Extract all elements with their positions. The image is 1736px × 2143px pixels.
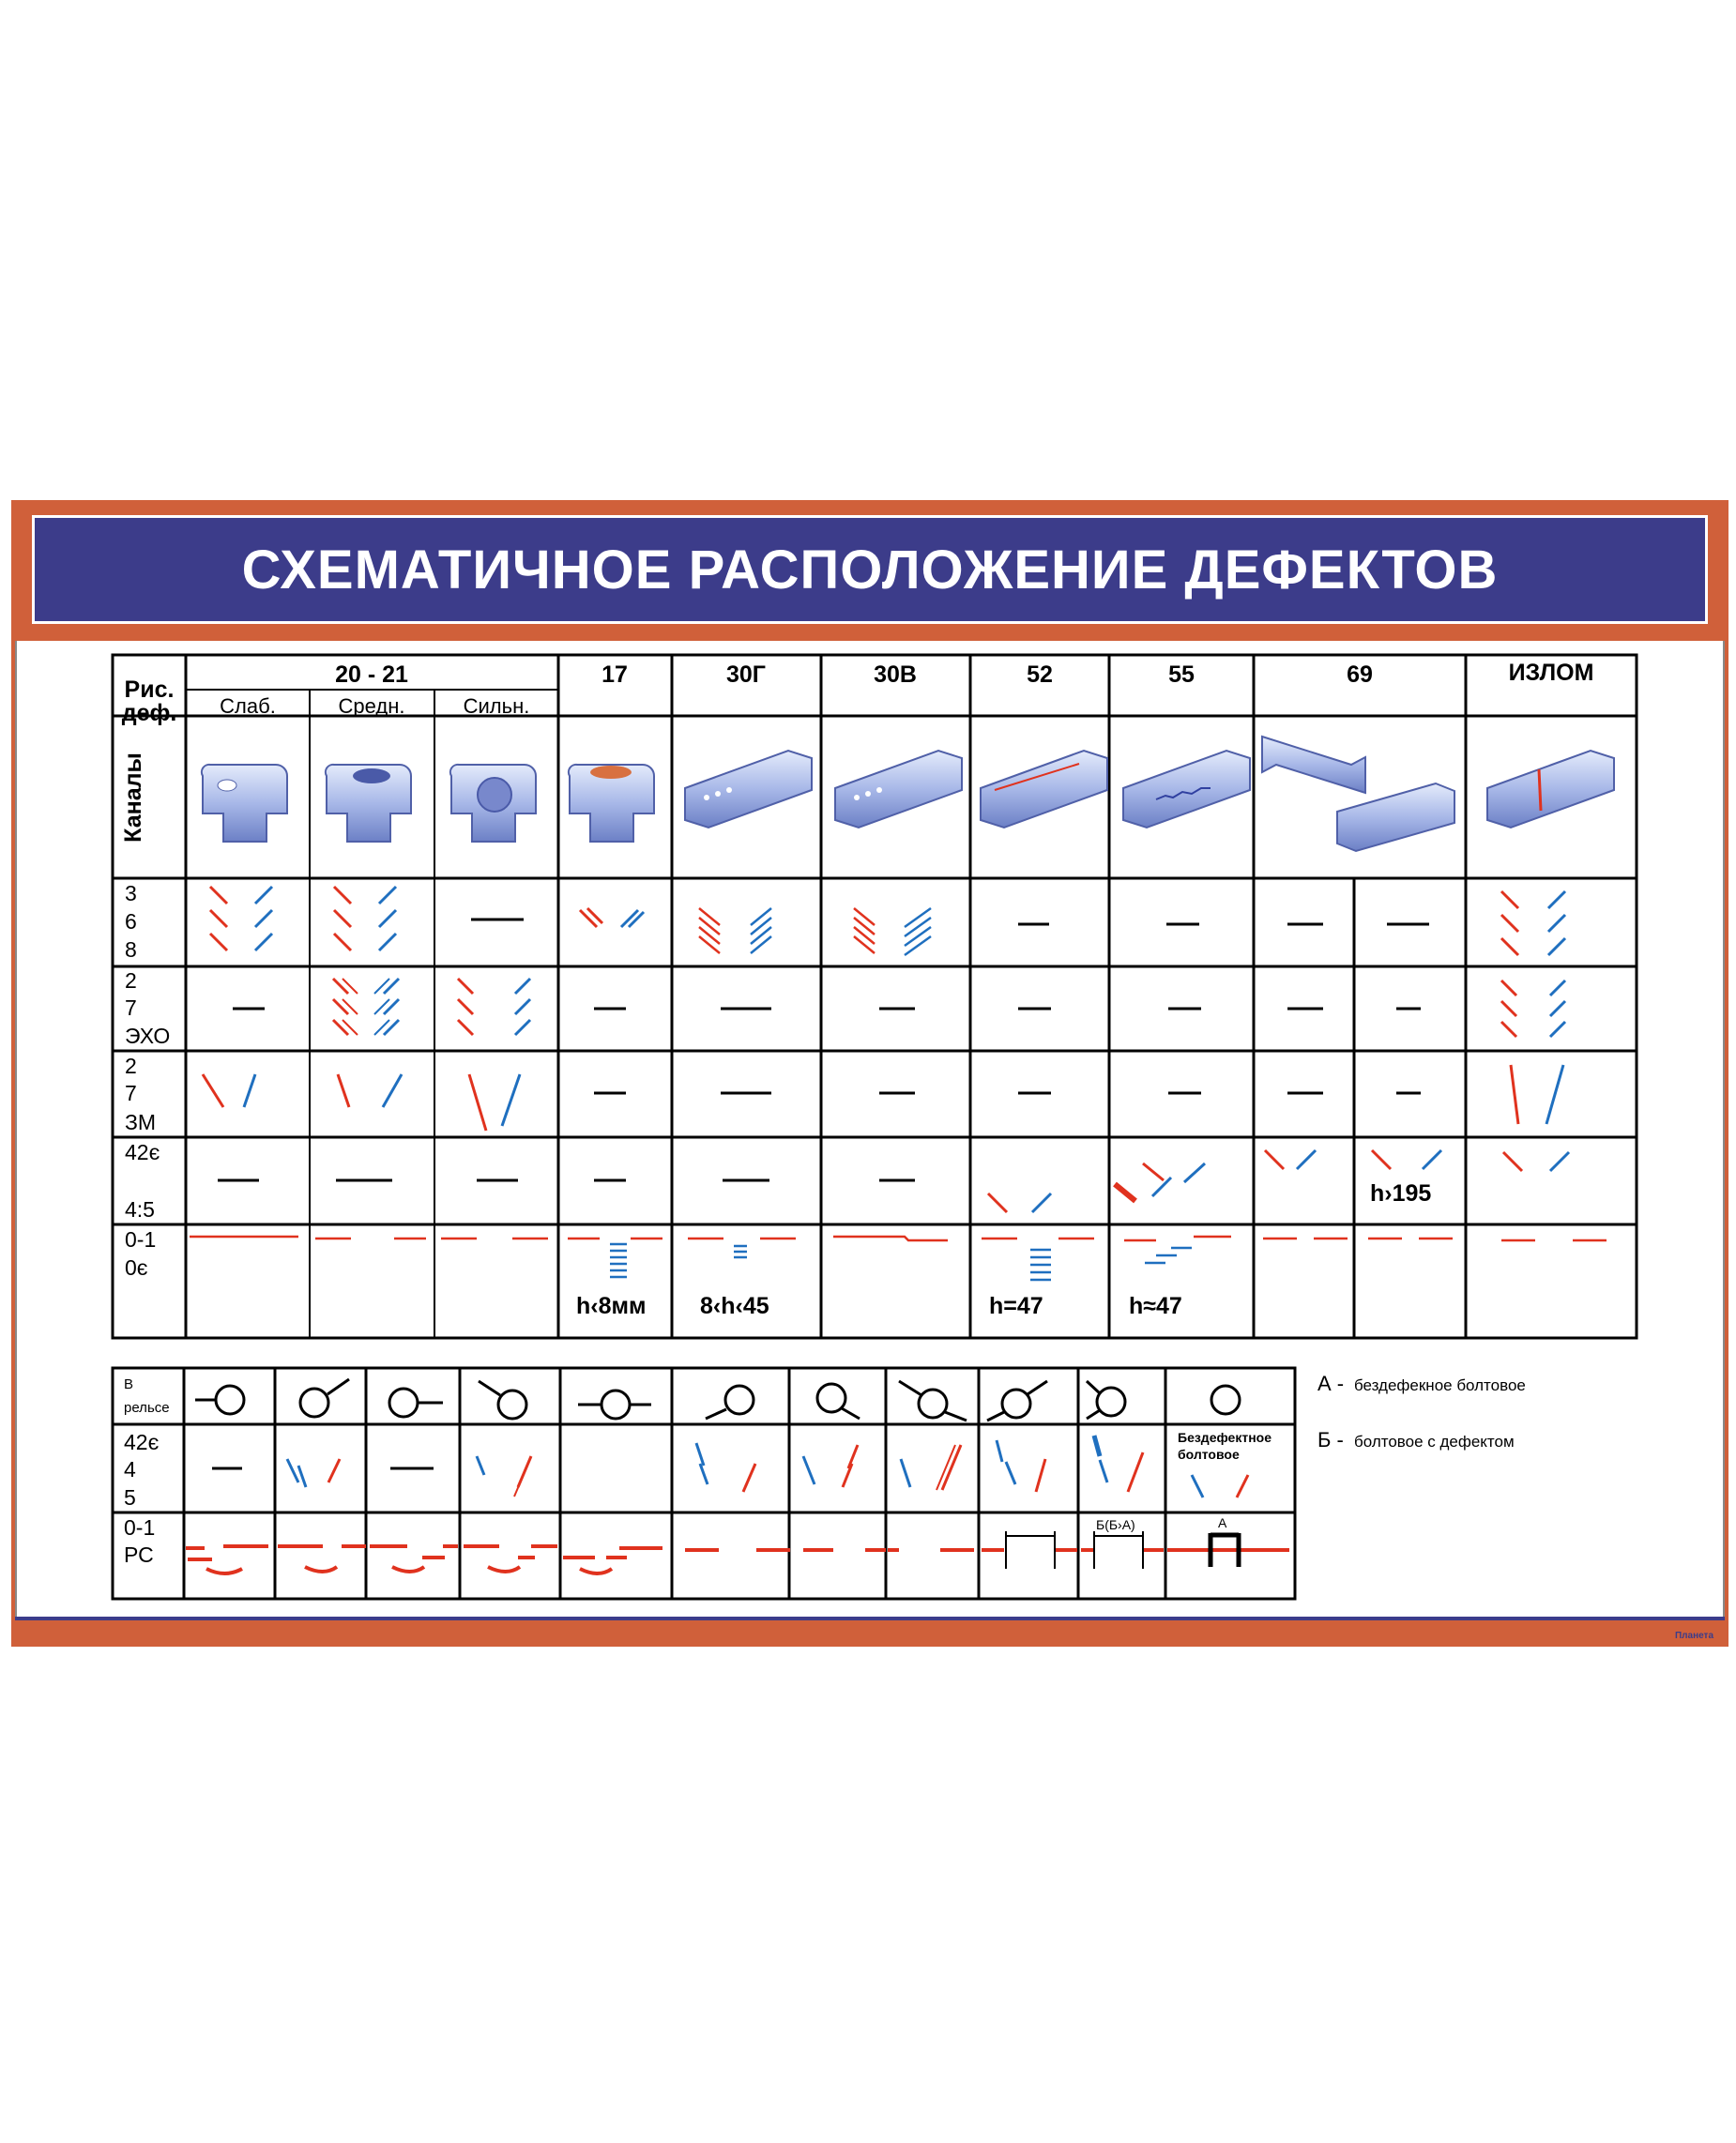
marks-r1-break	[1501, 891, 1565, 955]
row3-label-b: 7	[125, 1081, 137, 1105]
marks-r1-30g	[699, 908, 771, 953]
defectless-label-1: Бездефектное	[1178, 1430, 1272, 1445]
row4-label-a: 42є	[125, 1140, 160, 1164]
rail-head-17-icon	[569, 765, 654, 842]
bolt-table	[113, 1368, 1295, 1599]
bolt-hole-icon-2	[300, 1379, 349, 1417]
bolt-row2-label-a: 42є	[124, 1430, 160, 1454]
bolt-rs-marks	[186, 1531, 1289, 1573]
col-header-52: 52	[1027, 661, 1053, 688]
bolt-hole-icon-5	[578, 1391, 651, 1419]
legend-b-text: болтовое с дефектом	[1354, 1433, 1515, 1451]
sub-header-weak: Слаб.	[220, 694, 276, 718]
bolt-rs-11	[1167, 1533, 1289, 1567]
rail-52-icon	[981, 751, 1107, 828]
col-header-30v: 30В	[874, 661, 917, 688]
bolt-row1-label-b: рельсе	[124, 1400, 170, 1416]
bolt-rs-1	[186, 1546, 268, 1573]
col-header-30g: 30Г	[726, 661, 766, 688]
marks-r2-break	[1501, 980, 1565, 1037]
channels-label: Каналы	[120, 752, 146, 843]
bolt-rs-2	[278, 1546, 366, 1572]
note-h195: h›195	[1370, 1180, 1432, 1207]
row3-label-a: 2	[125, 1054, 137, 1078]
bolt-echo-8	[901, 1445, 961, 1490]
bolt-hole-symbols	[195, 1379, 1240, 1421]
bolt-echo-4	[477, 1456, 531, 1497]
rail-head-medium-icon	[326, 765, 411, 842]
bolt-hole-icon-6	[706, 1386, 754, 1419]
brand-logo: Планета	[1674, 1631, 1713, 1641]
sub-header-strong: Сильн.	[463, 694, 530, 718]
rail-side-images	[685, 737, 1614, 851]
bolt-rs-4	[464, 1546, 557, 1572]
bolt-hole-icon-7	[817, 1384, 860, 1419]
bolt-hole-icon-9	[987, 1381, 1047, 1421]
sub-header-medium: Средн.	[338, 694, 405, 718]
mark-r5-30v	[833, 1237, 948, 1240]
marks-r2-strong	[458, 979, 530, 1035]
col-header-69: 69	[1347, 661, 1373, 688]
row1-label-b: 6	[125, 909, 137, 934]
corner-label-1: Рис.	[124, 676, 175, 703]
col-header-17: 17	[602, 661, 628, 688]
marks-r4-break	[1503, 1152, 1569, 1171]
legend-a-text: бездефекное болтовое	[1354, 1376, 1526, 1394]
bolt-echo-11	[1192, 1475, 1248, 1497]
mark-r5-52	[982, 1239, 1094, 1280]
bolt-row2-label-b: 4	[124, 1457, 136, 1482]
row5-label-a: 0-1	[125, 1227, 157, 1252]
defectless-label-2: болтовое	[1178, 1447, 1240, 1462]
bolt-row3-label-b: РС	[124, 1543, 154, 1567]
defect-marks	[190, 887, 1607, 1280]
note-h8: h‹8мм	[576, 1293, 647, 1319]
marks-r3-strong	[469, 1074, 520, 1131]
marks-r4-52	[988, 1193, 1051, 1212]
rail-30g-icon	[685, 751, 812, 828]
legend-a-letter: А -	[1317, 1372, 1345, 1395]
row1-label-a: 3	[125, 881, 137, 905]
marks-r1-weak	[210, 887, 272, 950]
mark-r5-17	[568, 1239, 662, 1277]
bolt-rs-3	[370, 1546, 458, 1572]
bolt-hole-icon-10	[1087, 1381, 1125, 1419]
marks-r4-55	[1115, 1163, 1205, 1201]
bolt-hole-icon-4	[479, 1381, 526, 1419]
bolt-echo-marks	[212, 1436, 1248, 1497]
bolt-row3-label-a: 0-1	[124, 1515, 156, 1540]
group-header-20-21: 20 - 21	[335, 661, 408, 688]
bolt-hole-icon-11	[1211, 1386, 1240, 1414]
row2-label-c: ЭХО	[125, 1024, 171, 1048]
bolt-row2-label-c: 5	[124, 1485, 136, 1510]
row5-label-b: 0є	[125, 1255, 148, 1280]
marks-r1-30v	[854, 908, 931, 955]
row3-label-c: ЗМ	[125, 1110, 157, 1134]
row1-label-c: 8	[125, 937, 137, 962]
note-h845: 8‹h‹45	[700, 1293, 769, 1319]
marks-r1-17	[580, 908, 644, 927]
bolt-echo-9	[997, 1440, 1045, 1492]
page-title: СХЕМАТИЧНОЕ РАСПОЛОЖЕНИЕ ДЕФЕКТОВ	[241, 539, 1499, 600]
bolt-echo-10	[1094, 1436, 1143, 1492]
note-h47-approx: h≈47	[1129, 1293, 1182, 1319]
rail-break-icon	[1487, 751, 1614, 828]
bolt-echo-2	[287, 1459, 340, 1487]
row2-label-b: 7	[125, 996, 137, 1020]
legend-b-letter: Б -	[1317, 1428, 1344, 1451]
col-header-55: 55	[1168, 661, 1195, 688]
rail-head-strong-icon	[450, 765, 536, 842]
marks-r2-medium	[333, 979, 399, 1035]
marks-r3-break	[1511, 1065, 1563, 1124]
marks-r3-weak	[203, 1074, 255, 1107]
rail-69-icon	[1262, 737, 1454, 851]
bolt-hole-icon-3	[389, 1389, 443, 1417]
mark-a-label: А	[1218, 1515, 1227, 1530]
rail-30v-icon	[835, 751, 962, 828]
marks-r4-69b	[1372, 1150, 1441, 1169]
mark-r5-30g	[688, 1239, 796, 1257]
bolt-rs-9	[982, 1531, 1077, 1569]
bolt-rs-10	[1081, 1531, 1164, 1569]
bolt-echo-6	[696, 1443, 755, 1492]
rail-head-images	[202, 765, 654, 842]
bolt-rs-5	[563, 1548, 662, 1573]
row2-label-a: 2	[125, 968, 137, 993]
note-h47: h=47	[989, 1293, 1043, 1319]
mark-b-label: Б(Б›А)	[1096, 1517, 1135, 1532]
marks-r3-medium	[338, 1074, 402, 1107]
corner-label-2: деф.	[121, 700, 177, 726]
row4-label-c: 4:5	[125, 1197, 155, 1222]
mark-r5-55	[1124, 1237, 1231, 1263]
bolt-hole-icon-1	[195, 1386, 244, 1414]
bolt-echo-7	[803, 1445, 858, 1487]
marks-r4-69a	[1265, 1150, 1316, 1169]
bolt-row1-label-a: В	[124, 1376, 134, 1392]
rail-55-icon	[1123, 751, 1250, 828]
bolt-hole-icon-8	[899, 1381, 967, 1421]
col-header-break: ИЗЛОМ	[1508, 660, 1594, 686]
rail-head-weak-icon	[202, 765, 287, 842]
marks-r1-medium	[334, 887, 396, 950]
